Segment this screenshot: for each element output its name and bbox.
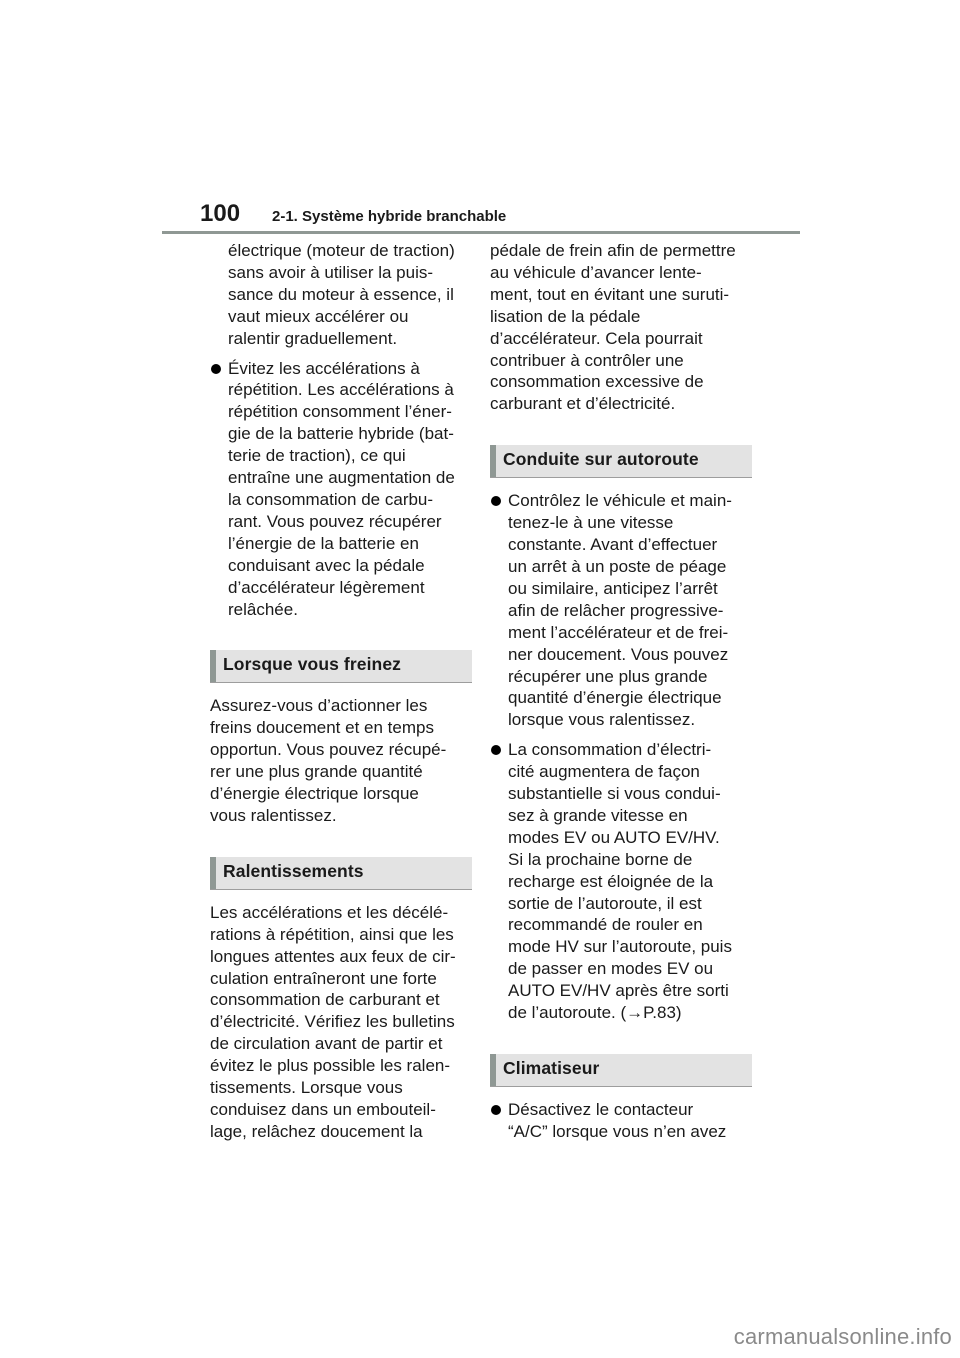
watermark: carmanualsonline.info	[733, 1324, 952, 1349]
text-line: rer une plus grande quantité	[210, 762, 423, 782]
left-column	[210, 240, 472, 1143]
text-line: contribuer à contrôler une	[490, 350, 684, 370]
braking-paragraph	[210, 695, 472, 826]
continued-paragraph	[490, 240, 752, 415]
text-line: d’accélérateur. Cela pourrait	[490, 328, 703, 348]
heading-slowdowns	[210, 857, 472, 890]
text-line: un arrêt à un poste de péage	[508, 556, 727, 576]
heading-accent-bar	[490, 1054, 496, 1086]
text-line: d’électricité. Vérifiez les bulletins	[210, 1012, 455, 1032]
text-line: “A/C” lorsque vous n’en avez	[508, 1121, 727, 1141]
bullet-dot-icon	[491, 1105, 501, 1115]
bullet-ac-switch	[490, 1099, 752, 1143]
text-line: d’énergie électrique lorsque	[210, 784, 419, 804]
heading-title: Ralentissements	[223, 860, 364, 881]
heading-title: Climatiseur	[503, 1058, 600, 1078]
text-line: de passer en modes EV ou	[508, 959, 714, 979]
heading-title: Conduite sur autoroute	[503, 449, 699, 470]
text-line: au véhicule d’avancer lente-	[490, 262, 702, 282]
bullet-high-speed-consumption	[490, 739, 752, 1024]
page-number: 100	[200, 200, 241, 227]
heading-accent-bar	[210, 857, 216, 889]
text-line: répétition. Les accélérations à	[228, 380, 454, 400]
text-line: Les accélérations et les décélé-	[210, 902, 449, 922]
text-line: vaut mieux accélérer ou	[228, 306, 409, 326]
text-line: recharge est éloignée de la	[508, 871, 714, 891]
text-line: Évitez les accélérations à	[228, 358, 420, 378]
text-line: récupérer une plus grande	[508, 666, 708, 686]
text-line: relâchée.	[228, 599, 298, 619]
text-line: opportun. Vous pouvez récupé-	[210, 740, 447, 760]
text-line: lorsque vous ralentissez.	[508, 710, 696, 730]
text-line: de l’autoroute. (→P.83)	[508, 1003, 682, 1023]
text-line: répétition consomment l’éner-	[228, 402, 452, 422]
text-line: Désactivez le contacteur	[508, 1100, 694, 1119]
heading-accent-bar	[210, 650, 216, 682]
text-line: recommandé de rouler en	[508, 915, 703, 935]
text-line: vous ralentissez.	[210, 805, 337, 825]
text-line: de circulation avant de partir et	[210, 1034, 443, 1054]
text-line: l’énergie de la batterie en	[228, 533, 419, 553]
text-line: sans avoir à utiliser la puis-	[228, 262, 434, 282]
text-line: d’accélérateur légèrement	[228, 577, 425, 597]
text-line: constante. Avant d’effectuer	[508, 535, 718, 555]
heading-title: Lorsque vous freinez	[223, 654, 402, 675]
text-line: sance du moteur à essence, il	[228, 284, 454, 304]
text-line: Assurez-vous d’actionner les	[210, 696, 428, 716]
text-line: rations à répétition, ainsi que les	[210, 924, 454, 944]
page-header	[0, 0, 960, 240]
text-line: conduisez dans un embouteil-	[210, 1100, 436, 1119]
text-line: cité augmentera de façon	[508, 762, 700, 782]
text-line: pédale de frein afin de permettre	[490, 241, 736, 260]
text-line: ment l’accélérateur et de frei-	[508, 622, 729, 642]
bullet-steady-speed	[490, 490, 752, 731]
heading-air-conditioning	[490, 1054, 752, 1087]
text-line: modes EV ou AUTO EV/HV.	[508, 827, 720, 847]
text-line: ment, tout en évitant une suruti-	[490, 284, 730, 304]
bullet-dot-icon	[491, 496, 501, 506]
text-line: carburant et d’électricité.	[490, 394, 676, 414]
text-line: lage, relâchez doucement la	[210, 1121, 423, 1141]
text-line: afin de relâcher progressive-	[508, 600, 724, 620]
text-line: culation entraîneront une forte	[210, 968, 437, 988]
bullet-dot-icon	[491, 745, 501, 755]
text-line: tenez-le à une vitesse	[508, 513, 674, 533]
text-line: conduisant avec la pédale	[228, 555, 425, 575]
text-line: sortie de l’autoroute, il est	[508, 893, 702, 913]
intro-paragraph	[210, 240, 472, 350]
text-line: tissements. Lorsque vous	[210, 1078, 403, 1098]
text-line: électrique (moteur de traction)	[228, 241, 455, 260]
text-line: terie de traction), ce qui	[228, 446, 406, 466]
text-line: ner doucement. Vous pouvez	[508, 644, 729, 664]
right-column	[490, 240, 752, 1143]
bullet-repeated-acceleration	[210, 358, 472, 621]
text-line: la consommation de carbu-	[228, 489, 434, 509]
text-line: sez à grande vitesse en	[508, 805, 688, 825]
text-line: entraîne une augmentation de	[228, 468, 455, 488]
text-line: La consommation d’électri-	[508, 740, 712, 760]
text-line: Si la prochaine borne de	[508, 849, 693, 869]
text-line: AUTO EV/HV après être sorti	[508, 981, 729, 1001]
bullet-dot-icon	[211, 364, 221, 374]
slowdowns-paragraph	[210, 902, 472, 1143]
heading-accent-bar	[490, 445, 496, 477]
text-line: quantité d’énergie électrique	[508, 688, 722, 708]
text-line: Contrôlez le véhicule et main-	[508, 491, 732, 511]
text-line: gie de la batterie hybride (bat-	[228, 424, 454, 444]
text-line: évitez le plus possible les ralen-	[210, 1056, 451, 1076]
text-line: consommation excessive de	[490, 372, 704, 392]
text-line: ou similaire, anticipez l’arrêt	[508, 578, 718, 598]
text-line: rant. Vous pouvez récupérer	[228, 511, 442, 531]
header-divider	[162, 231, 800, 234]
section-title: 2-1. Système hybride branchable	[272, 208, 507, 225]
heading-highway	[490, 445, 752, 478]
heading-braking	[210, 650, 472, 683]
text-line: mode HV sur l’autoroute, puis	[508, 937, 732, 957]
text-line: lisation de la pédale	[490, 306, 641, 326]
text-line: longues attentes aux feux de cir-	[210, 946, 456, 966]
text-line: consommation de carburant et	[210, 990, 440, 1010]
text-line: freins doucement et en temps	[210, 718, 434, 738]
text-line: ralentir graduellement.	[228, 328, 398, 348]
text-line: substantielle si vous condui-	[508, 784, 721, 804]
